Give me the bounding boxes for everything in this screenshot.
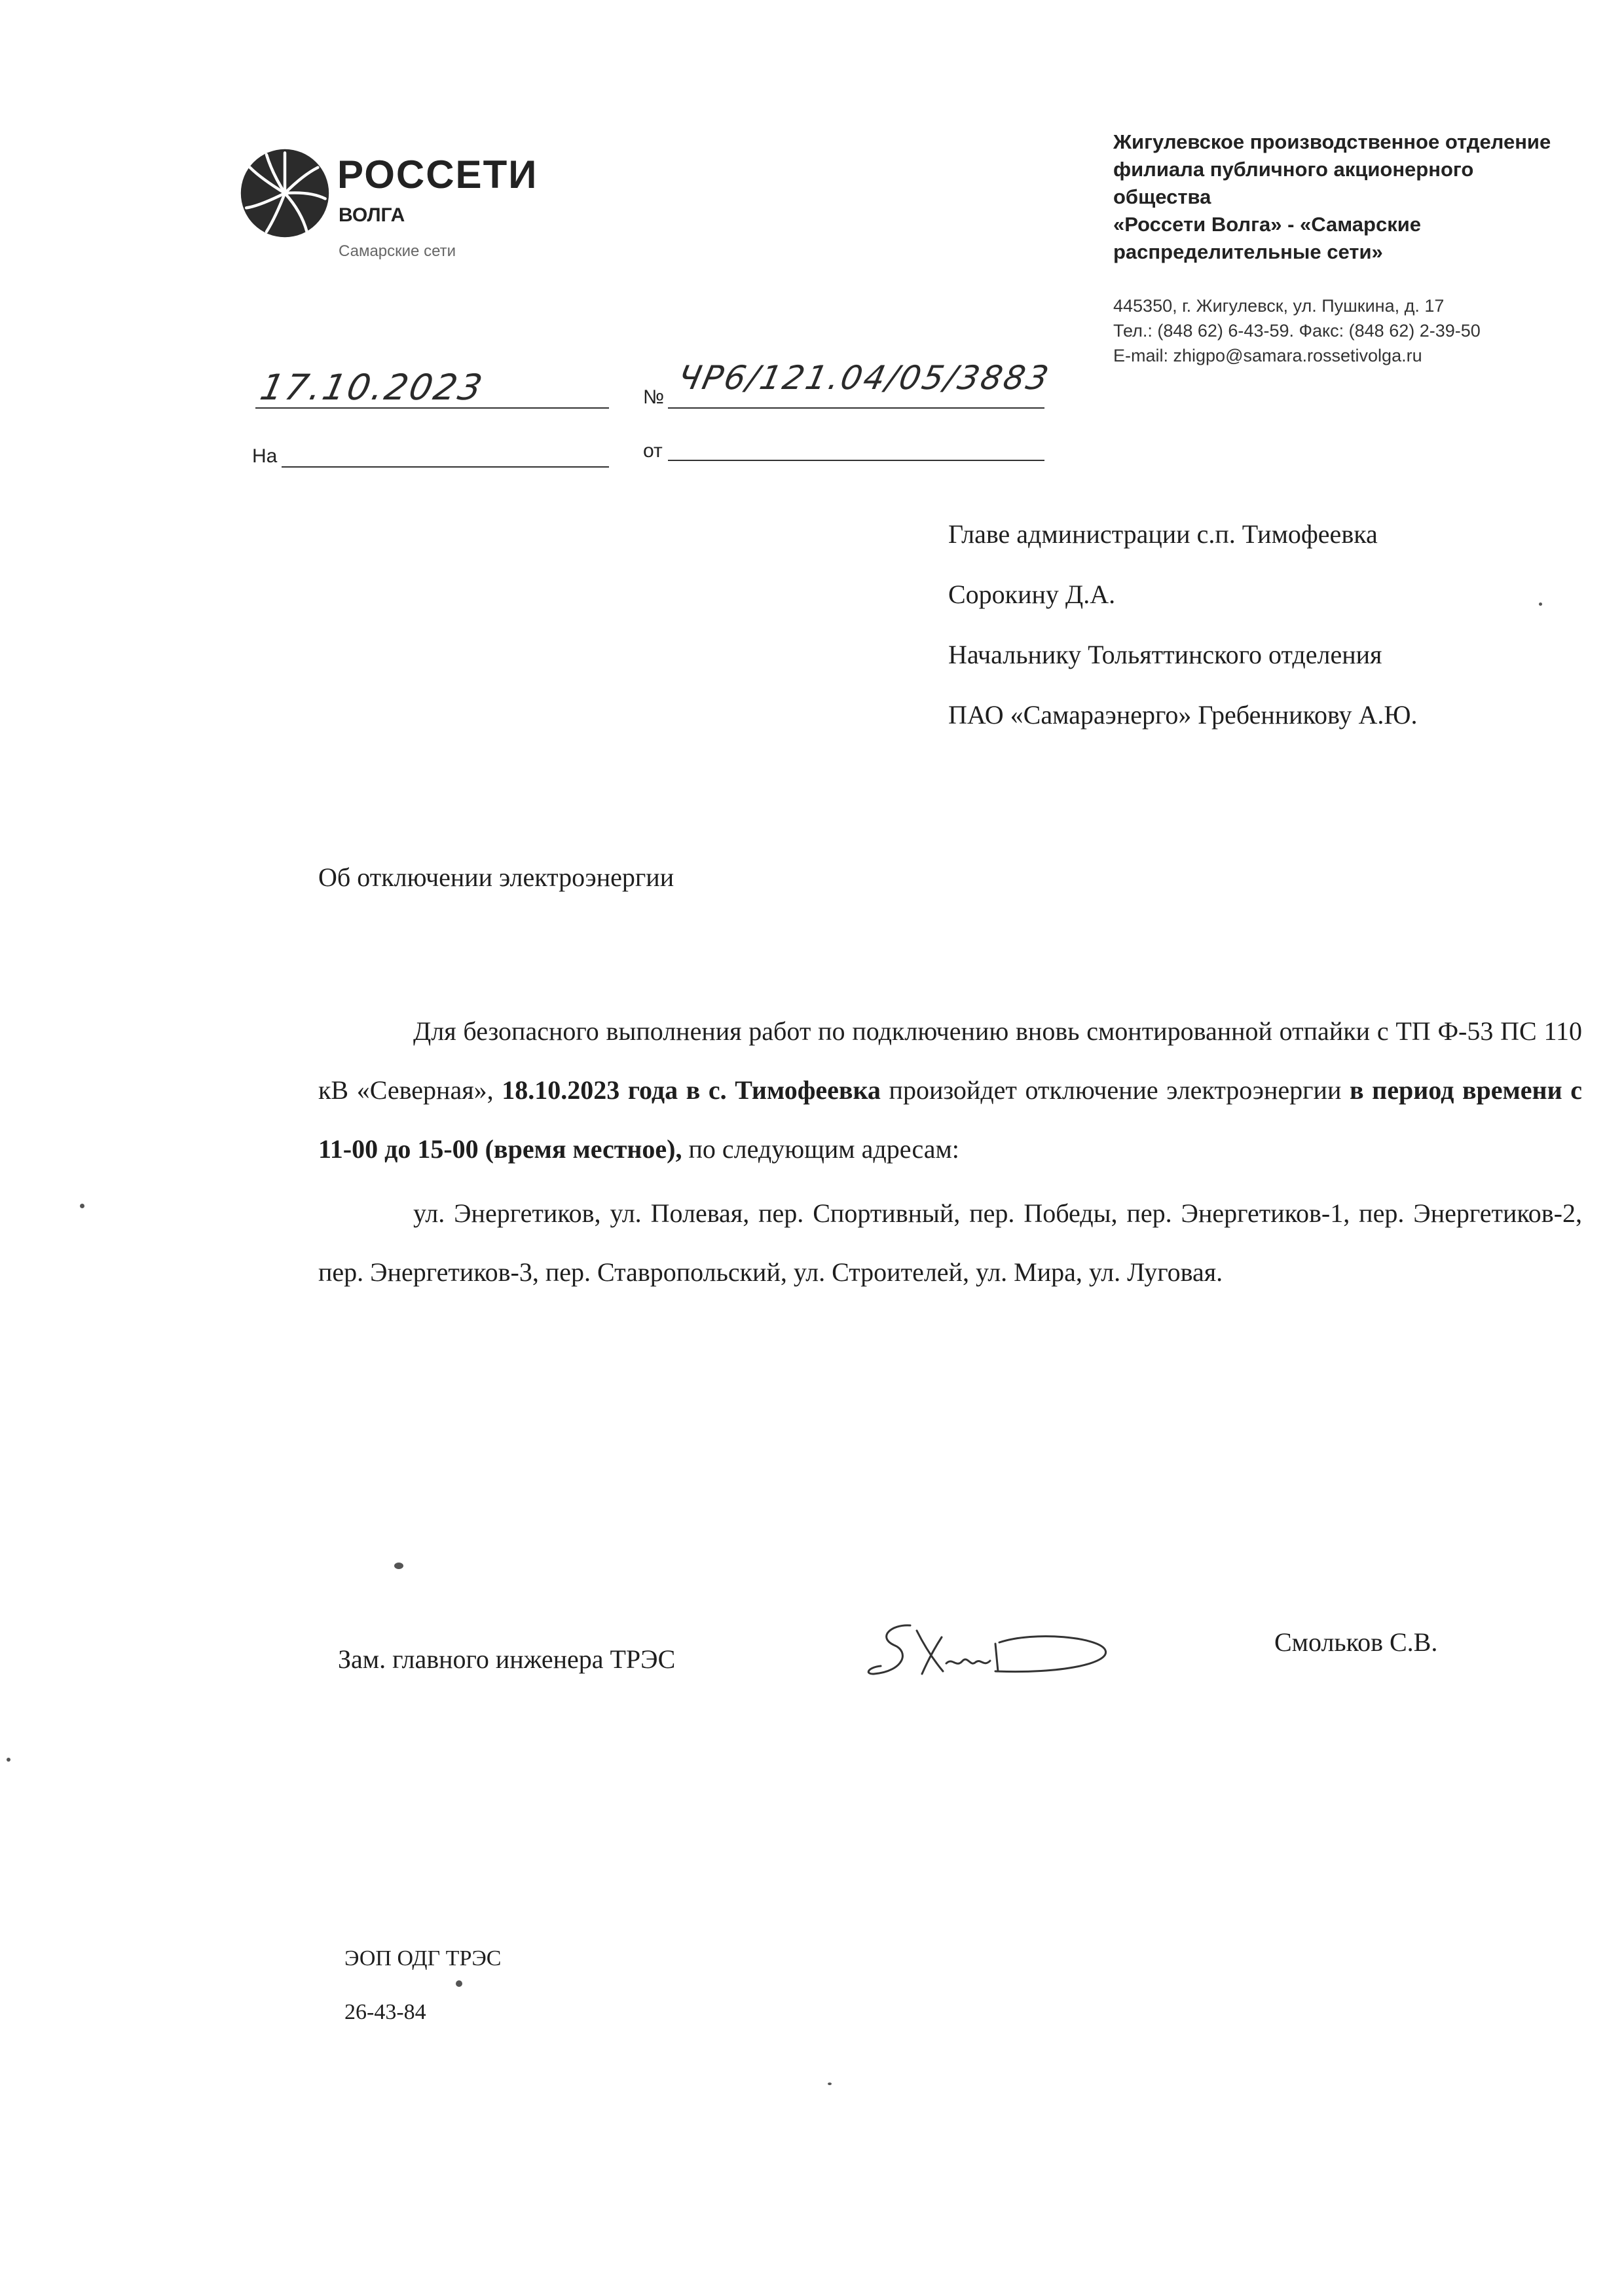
number-label: № xyxy=(643,386,665,408)
addressee-line: Сорокину Д.А. xyxy=(948,580,1116,609)
body-text: произойдет отключение электроэнергии xyxy=(880,1075,1350,1105)
executor-department: ЭОП ОДГ ТРЭС xyxy=(344,1946,502,1971)
logo-subtitle: Самарские сети xyxy=(339,242,456,260)
number-line xyxy=(668,407,1044,409)
scan-speck xyxy=(7,1758,10,1762)
organization-name xyxy=(1113,128,1572,266)
signer-name: Смольков С.В. xyxy=(1274,1627,1438,1657)
letter-body xyxy=(318,1002,1582,1302)
letter-subject: Об отключении электроэнергии xyxy=(318,862,674,892)
scan-speck xyxy=(1539,602,1542,606)
registration-number: ЧР6/121.04/05/3883 xyxy=(674,359,1054,397)
scan-speck xyxy=(828,2083,832,2085)
rosseti-logo-icon xyxy=(239,147,331,239)
body-text: по следующим адресам: xyxy=(682,1134,959,1164)
addressee-block xyxy=(948,504,1417,745)
organization-email: E-mail: zhigpo@samara.rossetivolga.ru xyxy=(1113,346,1422,365)
ot-line xyxy=(668,460,1044,461)
organization-name-line: филиала публичного акционерного общества xyxy=(1113,158,1474,208)
ot-label: от xyxy=(643,440,663,462)
registration-date: 17.10.2023 xyxy=(257,367,488,408)
organization-contacts xyxy=(1113,293,1572,368)
organization-header xyxy=(1113,128,1572,368)
organization-name-line: распределительные сети» xyxy=(1113,240,1383,263)
na-line xyxy=(282,466,609,468)
organization-phone-fax: Тел.: (848 62) 6-43-59. Факс: (848 62) 2-39-50 xyxy=(1113,321,1481,341)
executor-phone: 26-43-84 xyxy=(344,2000,426,2024)
na-label: На xyxy=(252,445,278,467)
addressee-line: Главе администрации с.п. Тимофеевка xyxy=(948,519,1378,549)
scan-speck xyxy=(80,1204,84,1208)
date-line xyxy=(255,407,609,409)
body-time-period: в период времени с 11-00 до 15-00 (время местное), xyxy=(318,1075,1583,1164)
logo-region: ВОЛГА xyxy=(339,204,405,226)
scan-speck xyxy=(456,1980,462,1987)
handwritten-signature xyxy=(864,1611,1113,1690)
body-date-place: 18.10.2023 года в с. Тимофеевка xyxy=(502,1075,881,1105)
organization-name-line: «Россети Волга» - «Самарские xyxy=(1113,213,1422,236)
scan-speck xyxy=(394,1563,403,1569)
address-list: ул. Энергетиков, ул. Полевая, пер. Спортивный, пер. Победы, пер. Энергетиков-1, пер. Энергетиков-2, пер. Энергетиков-3, пер. Ставропольский, ул. Строителей, ул. Мира, ул. Луговая. xyxy=(318,1198,1582,1287)
addressee-line: ПАО «Самараэнерго» Гребенникову А.Ю. xyxy=(948,700,1418,730)
body-paragraph xyxy=(318,1002,1582,1179)
organization-name-line: Жигулевское производственное отделение xyxy=(1113,130,1551,153)
logo-wordmark: РОССЕТИ xyxy=(337,153,538,196)
addressee-line: Начальнику Тольяттинского отделения xyxy=(948,640,1382,669)
body-text: Для безопасного выполнения работ по подключению вновь смонтированной отпайки с ТП Ф-53 ПС 110 кВ «Северная», xyxy=(318,1016,1582,1105)
executor-block xyxy=(344,1932,501,2039)
signer-position: Зам. главного инженера ТРЭС xyxy=(338,1644,676,1674)
organization-address: 445350, г. Жигулевск, ул. Пушкина, д. 17 xyxy=(1113,296,1445,316)
